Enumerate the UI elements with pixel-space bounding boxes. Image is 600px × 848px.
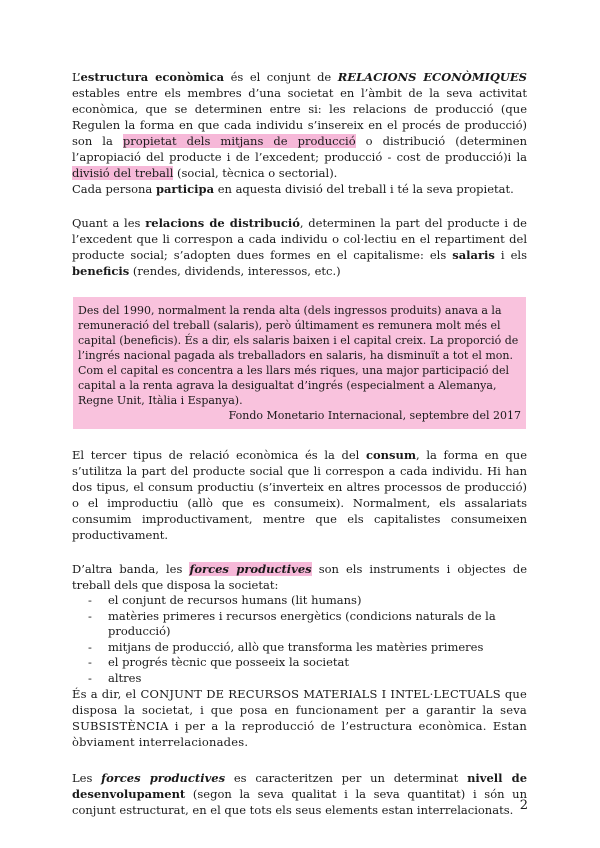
document-page — [72, 69, 527, 818]
term-relacions-economiques: RELACIONS ECONÒMIQUES — [337, 70, 527, 84]
list-item: - matèries primeres i recursos energètics (condicions naturals de la producció) — [72, 609, 527, 640]
paragraph-consumption — [72, 447, 527, 543]
text-run: D’altra banda, les — [72, 562, 190, 576]
list-item: - mitjans de producció, allò que transforma les matèries primeres — [72, 640, 527, 656]
quote-source: Fondo Monetario Internacional, septembre del 2017 — [228, 409, 521, 422]
paragraph-productive-forces — [72, 561, 527, 593]
text-run: (rendes, dividends, interessos, etc.) — [129, 264, 341, 278]
text-run: Quant a les — [72, 216, 146, 230]
forces-list — [72, 593, 527, 686]
text-run: en aquesta divisió del treball i té la seva propietat. — [214, 182, 514, 196]
term-nivell-desenvolupament: nivell de desenvolupament — [72, 771, 528, 801]
text-run: Les — [72, 771, 102, 785]
term-forces-productives: forces productives — [189, 562, 312, 576]
term-salaris: salaris — [452, 248, 495, 262]
list-item: - el progrés tècnic que posseeix la societat — [72, 655, 527, 671]
term-relacions-distribucio: relacions de distribució — [145, 216, 300, 230]
text-run: , la forma en que s’utilitza la part del producte social que li correspon a cada individu. Hi han dos tipus, el consum productiu (s’inverteix en altres processos de producció) o el improductiu (allò que es consumeix). Normalment, els assalariats consumim improductivament, mentre que els capitalistes consumeixen productivament. — [72, 448, 527, 542]
highlight-propietat: propietat dels mitjans de producció — [122, 134, 356, 148]
text-run: i els — [494, 248, 527, 262]
text-run: (segon la seva qualitat i la seva quantitat) i són un conjunt estructurat, en el que tots els seus elements estan interrelacionats. — [72, 787, 527, 817]
paragraph-distribution — [72, 215, 527, 279]
page-number: 2 — [519, 798, 528, 813]
highlight-divisio-treball: divisió del treball — [72, 166, 174, 180]
text-run: es caracteritzen per un determinat — [225, 771, 468, 785]
text-run: estables entre els membres d’una societat en l’àmbit de la seva activitat econòmica, que se determinen entre si: les relacions de producció (que Regulen la forma en que cada individu s’insereix en el procés de producció) son la — [72, 86, 527, 148]
term-estructura-economica: estructura econòmica — [80, 70, 225, 84]
text-run: , determinen la part del producte i de l’excedent que li correspon a cada individu o col·lectiu en el repartiment del producte social; s’adopten dues formes en el capitalisme: els — [72, 216, 527, 262]
paragraph-development — [72, 770, 527, 818]
quote-text: Des del 1990, normalment la renda alta (dels ingressos produits) anava a la remuneració del treball (salaris), però últimament es remunera molt més el capital (beneficis). És a dir, els salaris baixen i el capital creix. La proporció de l’ingrés nacional pagada als treballadors en salaris, ha disminuït a tot el mon. Com el capital es concentra a les llars més riques, una major participació del capital a la renta agrava la desigualtat d’ingrés (especialment a Alemanya, Regne Unit, Itàlia i Espanya). — [78, 304, 519, 407]
text-run: son els instruments i objectes de treball dels que disposa la societat: — [72, 562, 527, 592]
term-consum: consum — [365, 448, 417, 462]
text-run: o distribució (determinen l’apropiació del producte i de l’excedent; producció - cost de producció)i la — [72, 134, 528, 164]
text-run: (social, tècnica o sectorial). — [173, 166, 338, 180]
quote-block — [73, 297, 526, 429]
list-item: - altres — [72, 671, 527, 687]
text-run: és el conjunt de — [224, 70, 338, 84]
list-item: - el conjunt de recursos humans (lit humans) — [72, 593, 527, 609]
text-run: Cada persona — [72, 182, 156, 196]
term-participa: participa — [155, 182, 215, 196]
term-beneficis: beneficis — [72, 264, 130, 278]
text-run: L’ — [72, 70, 81, 84]
paragraph-resources: És a dir, el CONJUNT DE RECURSOS MATERIALS I INTEL·LECTUALS que disposa la societat, i que posa en funcionament per a garantir la seva SUBSISTÈNCIA i per a la reproducció de l’estructura econòmica. Estan òbviament interrelacionades. — [72, 687, 527, 749]
paragraph-economic-structure — [72, 69, 527, 197]
term-forces-productives-2: forces productives — [101, 771, 226, 785]
text-run: El tercer tipus de relació econòmica és la del — [72, 448, 366, 462]
